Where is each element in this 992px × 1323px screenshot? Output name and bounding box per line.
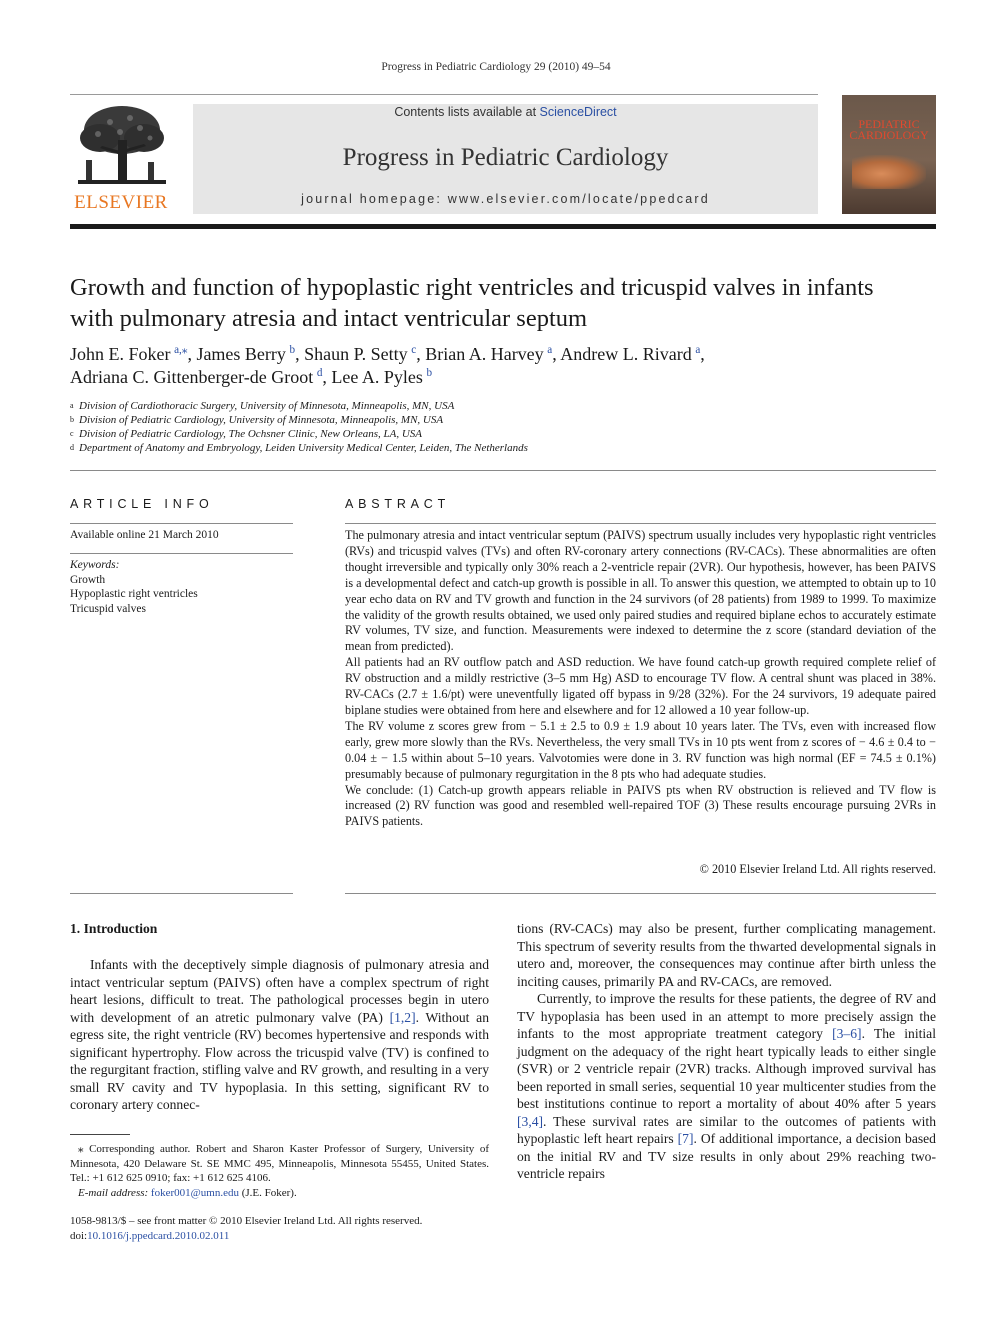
journal-cover-thumbnail[interactable] <box>842 95 936 214</box>
elsevier-wordmark: ELSEVIER <box>74 192 168 213</box>
footnote-rule <box>70 1134 130 1135</box>
divider <box>345 523 936 524</box>
abstract-heading: ABSTRACT <box>345 497 451 511</box>
issn-line: 1058-9813/$ – see front matter © 2010 Elsevier Ireland Ltd. All rights reserved. <box>70 1215 423 1227</box>
keyword: Growth <box>70 573 106 586</box>
article-title-line2: with pulmonary atresia and intact ventricular septum <box>70 305 588 332</box>
abstract-paragraph: All patients had an RV outflow patch and ASD reduction. We have found catch-up growth required complete relief of RV obstruction and a mildly restrictive (3–5 mm Hg) ASD to encourage TV flow. A central shunt was placed in 38%. RV-CACs (2.7 ± 1.6/pt) were uneventfully ligated off bypass in 9/28 (32%). For the 24 survivors, 19 adequate paired biplane studies were obtained from here and elsewhere and for 12 allowed a 10 year follow-up. <box>345 655 936 717</box>
available-online-date: Available online 21 March 2010 <box>70 529 219 541</box>
citation-link[interactable]: [3,4] <box>517 1113 544 1129</box>
body-paragraph: Currently, to improve the results for these patients, the degree of RV and TV hypoplasia has been used in an attempt to more precisely assign the infants to the most appropriate treatment category [3–6]. The initial judgment on the adequacy of the right heart typically leads to either single (SVR) or 2 ventricle repair (2VR) tracks. Although improved survival has been reported in small series, sequential 10 year multicenter studies from the best institutions continue to report a mortality of about 40% after 5 years [3,4]. These survival rates are similar to the outcomes of patients with hypoplastic left heart repairs [7]. Of additional importance, a decision based on the initial RV and TV size results in only about 29% reaching two-ventricle repairs <box>517 991 936 1181</box>
elsevier-logo[interactable] <box>70 104 172 214</box>
body-paragraph: tions (RV-CACs) may also be present, further complicating management. This spectrum of severity results from the thwarted developmental signals in utero and, moreover, the consequences may continue after birth unless the inciting causes, primarily PA and RV-CACs, are removed. <box>517 921 936 989</box>
section-heading-introduction: 1. Introduction <box>70 921 158 936</box>
elsevier-tree-icon <box>70 104 172 190</box>
author-list <box>70 343 936 389</box>
journal-banner <box>193 104 818 214</box>
divider <box>70 553 293 554</box>
affiliation: d Department of Anatomy and Embryology, Leiden University Medical Center, Leiden, The Netherlands <box>70 442 528 454</box>
keyword: Tricuspid valves <box>70 602 146 615</box>
keywords-heading: Keywords: <box>70 559 120 571</box>
author[interactable]: Andrew L. Rivard $^a$, <box>560 344 705 364</box>
abstract-text <box>345 528 936 830</box>
masthead-top-rule <box>70 94 818 95</box>
email-line: E-mail address: foker001@umn.edu (J.E. Foker). <box>78 1186 297 1199</box>
abstract-paragraph: The RV volume z scores grew from − 5.1 ± 2.5 to 0.9 ± 1.9 about 10 years later. The TVs, even with increased flow early, grew more slowly than the RVs. Nevertheless, the very small TVs in 10 pts went from z scores of − 4.6 ± 0.4 to − 0.04 ± − 1.5 within about 5–10 years. Valvotomies were done in 3. RV function was high normal (EF = 74.5 ± 0.1%) presumably because of pulmonary regurgitation in the 8 pts who had adequate studies. <box>345 718 936 781</box>
abstract-paragraph: The pulmonary atresia and intact ventricular septum (PAIVS) spectrum usually includes very hypoplastic right ventricles (RVs) and tricuspid valves (TVs) and often RV-coronary artery connections (RV-CACs). These abnormalities are often thought irreversible and typically only 30% reach a 2-ventricle repair (2VR). Our hypothesis, however, has been PAIVS is a developmental defect and catch-up growth is possible in all. To answer this question, we attempted to obtain up to 10 year echo data on RV and TV growth and function in the 24 survivors (of 28 patients) from 1989 to 1999. To maximize the validity of the growth results obtained, we used only paired studies and required biplane echos to accurately estimate RV volumes, TV size, and function. Measurements were indexed to determine the z score (standard deviation of the mean from predicted). <box>345 528 936 654</box>
affiliation-list <box>70 399 936 455</box>
journal-name[interactable]: Progress in Pediatric Cardiology <box>342 144 669 171</box>
author[interactable]: Shaun P. Setty $^c$, <box>304 344 426 364</box>
affiliation: b Division of Pediatric Cardiology, University of Minnesota, Minneapolis, MN, USA <box>70 414 444 426</box>
author[interactable]: Brian A. Harvey $^a$, <box>425 344 561 364</box>
page-footer <box>70 1214 489 1243</box>
author[interactable]: Lee A. Pyles $^b$ <box>331 367 433 387</box>
running-head: Progress in Pediatric Cardiology 29 (2010) 49–54 <box>381 61 611 73</box>
corresponding-author-footnote <box>70 1142 489 1200</box>
article-info-heading: ARTICLE INFO <box>70 497 214 511</box>
masthead-bottom-rule <box>70 224 936 229</box>
abstract-paragraph: We conclude: (1) Catch-up growth appears reliable in PAIVS pts when RV obstruction is relieved and TV flow is increased (2) RV function was good and resembled well-repaired TOF (3) These results encourage pursuing 2VRs in PAIVS patients. <box>345 782 936 829</box>
keywords-block <box>70 558 198 616</box>
doi-link[interactable]: 10.1016/j.ppedcard.2010.02.011 <box>87 1229 230 1242</box>
contents-prefix: Contents lists available at <box>394 105 540 119</box>
journal-homepage[interactable]: journal homepage: www.elsevier.com/locate/ppedcard <box>301 192 710 206</box>
citation-link[interactable]: [7] <box>677 1131 694 1146</box>
cover-title-line1: PEDIATRIC <box>858 117 920 131</box>
footnote-text: ⁎ Corresponding author. Robert and Sharon Kaster Professor of Surgery, University of Minnesota, 420 Delaware St. SE MMC 495, Minneapolis, Minnesota 55455, United States. Tel.: +1 612 625 0910; fax: +1 612 625 4106. <box>70 1143 489 1184</box>
body-column-left <box>70 956 489 1114</box>
article-title-line1: Growth and function of hypoplastic right ventricles and tricuspid valves in infants <box>70 274 874 301</box>
divider <box>345 893 936 894</box>
affiliation: a Division of Cardiothoracic Surgery, University of Minnesota, Minneapolis, MN, USA <box>70 400 455 412</box>
sciencedirect-link[interactable]: ScienceDirect <box>539 105 617 119</box>
email-link[interactable]: foker001@umn.edu <box>150 1186 239 1199</box>
header-divider <box>70 470 936 471</box>
cover-hands-image <box>852 155 926 189</box>
author[interactable]: Adriana C. Gittenberger-de Groot $^d$, <box>70 367 332 387</box>
divider <box>70 893 293 894</box>
contents-line <box>193 105 818 119</box>
body-column-right <box>517 920 936 1183</box>
doi-line: doi:10.1016/j.ppedcard.2010.02.011 <box>70 1229 230 1242</box>
author[interactable]: James Berry $^b$, <box>196 344 305 364</box>
divider <box>70 523 293 524</box>
body-paragraph: Infants with the deceptively simple diagnosis of pulmonary atresia and intact ventricular septum (PAIVS) often have a complex spectrum of right heart lesions, difficult to treat. The pathological processes begin in utero with development of an atretic pulmonary valve (PA) [1,2]. Without an egress site, the right ventricle (RV) becomes hypertensive and responds with significant hypertrophy. Flow across the tricuspid valve (TV) is confined to the regurgitant fraction, stifling valve and RV growth, and resulting in a very small RV cavity and TV hypoplasia. In this setting, significant RV to coronary artery connec- <box>70 957 489 1112</box>
copyright-notice: © 2010 Elsevier Ireland Ltd. All rights reserved. <box>699 862 936 876</box>
keyword: Hypoplastic right ventricles <box>70 588 198 600</box>
affiliation: c Division of Pediatric Cardiology, The Ochsner Clinic, New Orleans, LA, USA <box>70 428 423 440</box>
author[interactable]: John E. Foker $^{a,⁎}$, <box>70 344 197 364</box>
citation-link[interactable]: [3–6] <box>832 1026 862 1041</box>
citation-link[interactable]: [1,2] <box>389 1009 416 1025</box>
cover-title-line2: CARDIOLOGY <box>849 128 929 142</box>
article-title <box>70 272 936 334</box>
cover-title <box>846 119 932 141</box>
